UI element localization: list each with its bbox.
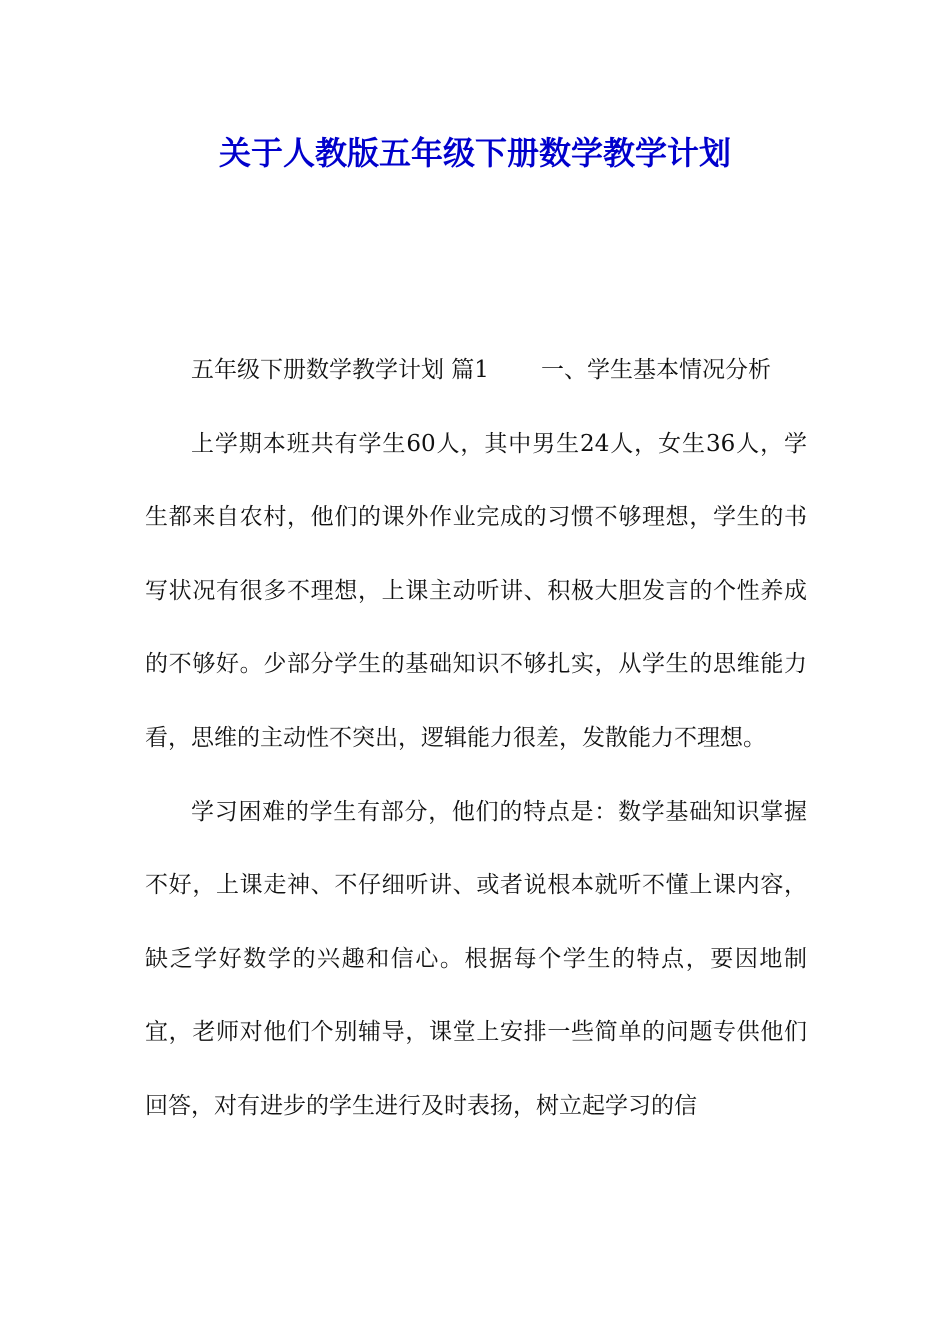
paragraph-2: 学习困难的学生有部分，他们的特点是：数学基础知识掌握不好，上课走神、不仔细听讲、或者说根本就听不懂上课内容，缺乏学好数学的兴趣和信心。根据每个学生的特点，要因地制宜，老师对他们个别辅导，课堂上安排一些简单的问题专供他们回答，对有进步的学生进行及时表扬，树立起学习的信 — [145, 798, 807, 1119]
document-body — [145, 334, 807, 1144]
heading-line — [145, 334, 807, 408]
heading-line-part1: 五年级下册数学教学计划 篇1 — [191, 357, 489, 383]
paragraph-1: 上学期本班共有学生60人，其中男生24人，女生36人，学生都来自农村，他们的课外作业完成的习惯不够理想，学生的书写状况有很多不理想，上课主动听讲、积极大胆发言的个性养成的不够好。少部分学生的基础知识不够扎实，从学生的思维能力看，思维的主动性不突出，逻辑能力很差，发散能力不理想。 — [145, 430, 807, 751]
document-title: 关于人教版五年级下册数学教学计划 — [218, 134, 731, 172]
heading-line-part2: 一、学生基本情况分析 — [540, 357, 771, 383]
